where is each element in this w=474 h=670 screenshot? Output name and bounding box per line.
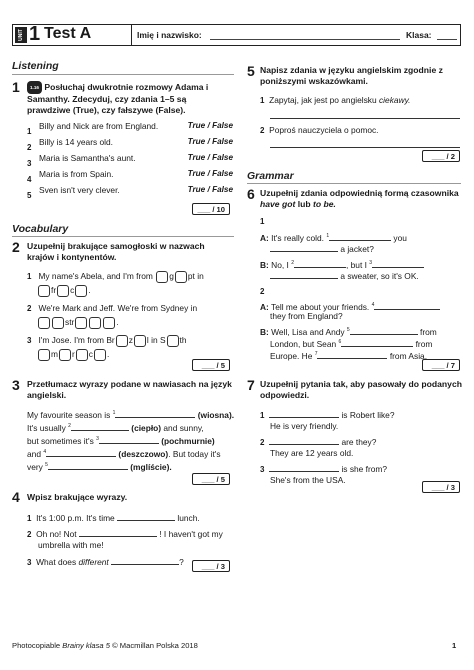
list-item: 4 Maria is from Spain. True / False [27,169,233,184]
answer-blank[interactable] [115,409,195,418]
letter-box[interactable] [175,271,187,283]
q2-item-2-cont: str . [37,317,119,329]
q7-score-box[interactable]: ___ / 3 [422,481,460,493]
section-divider [247,183,461,184]
letter-box[interactable] [156,271,168,283]
answer-blank[interactable] [269,463,339,472]
q5-instruction: Napisz zdania w języku angielskim zgodnie z poniższymi wskazówkami. [260,65,443,86]
test-header [12,24,461,46]
class-label: Klasa: [406,30,432,40]
audio-track-icon[interactable]: 1.16 [27,81,42,94]
q6-dialogue-2-number: 2 [260,287,265,296]
answer-blank[interactable] [46,448,116,457]
answer-line[interactable] [270,118,460,119]
answer-blank[interactable] [79,528,157,537]
list-item: 2 Billy is 14 years old. True / False [27,137,233,152]
name-label: Imię i nazwisko: [137,30,202,40]
answer-blank[interactable] [341,338,413,347]
q6-score-box[interactable]: ___ / 7 [422,359,460,371]
answer-blank[interactable] [71,422,129,431]
name-field[interactable] [210,39,400,40]
letter-box[interactable] [52,317,64,329]
answer-blank[interactable] [350,326,418,335]
answer-blank[interactable] [269,409,339,418]
q1-score-box[interactable]: ___ / 10 [192,203,230,215]
q6-d1-line-b2: a sweater, so it's OK. [270,270,419,281]
q2-item-3: 3 I'm Jose. I'm from Br z l in S th [27,335,187,346]
answer-blank[interactable] [317,350,387,359]
q7-answer-1: He is very friendly. [270,421,339,431]
letter-box[interactable] [75,317,87,329]
answer-line[interactable] [270,147,460,148]
q3-number: 3 [12,377,20,393]
q2-item-1-cont: fr c . [37,285,91,297]
letter-box[interactable] [103,317,115,329]
q6-number: 6 [247,186,255,202]
q7-item-2: 2 are they? [260,437,377,447]
letter-box[interactable] [57,285,69,297]
q2-score-box[interactable]: ___ / 5 [192,359,230,371]
letter-box[interactable] [167,335,179,347]
q1-instruction: 1.16 Posłuchaj dwukrotnie rozmowy Adama i Samanthy. Zdecyduj, czy zdania 1–5 są prawdziwe (True), czy fałszywe (False). [27,81,209,115]
answer-blank[interactable] [329,232,391,241]
letter-box[interactable] [116,335,128,347]
letter-box[interactable] [38,285,50,297]
answer-blank[interactable] [270,270,338,279]
section-listening: Listening [12,60,59,72]
q6-dialogue-1-number: 1 [260,217,265,226]
list-item: 5 Sven isn't very clever. True / False [27,185,233,200]
q1-list [27,121,233,201]
letter-box[interactable] [59,349,71,361]
answer-blank[interactable] [374,301,440,310]
q6-d1-line-a2: a jacket? [270,243,374,254]
answer-blank[interactable] [111,556,179,565]
q5-score-box[interactable]: ___ / 2 [422,150,460,162]
q4-item-1: 1 It's 1:00 p.m. It's time lunch. [27,513,200,523]
header-divider [131,25,132,45]
true-false-choice[interactable]: True / False [187,137,233,146]
q6-d1-line-a: A: It's really cold. $^1$ you [260,232,407,243]
letter-box[interactable] [94,349,106,361]
true-false-choice[interactable]: True / False [187,121,233,130]
q7-instruction: Uzupełnij pytania tak, aby pasowały do podanych odpowiedzi. [260,379,462,400]
letter-box[interactable] [75,285,87,297]
q2-item-3-cont: m r c . [37,349,109,361]
q3-instruction: Przetłumacz wyrazy podane w nawiasach na język angielski. [27,379,232,400]
q3-line-4: and $^4$ (deszczowo). But today it's [27,448,221,459]
letter-box[interactable] [134,335,146,347]
q2-instruction: Uzupełnij brakujące samogłoski w nazwach krajów i kontynentów. [27,241,205,262]
q6-d2-line-a2: they from England? [270,311,343,321]
q5-item-1: 1 Zapytaj, jak jest po angielsku ciekawy. [260,95,411,105]
page-number: 1 [452,641,457,650]
q1-number: 1 [12,79,20,95]
q4-item-3: 3 What does different ? [27,557,184,567]
q7-item-1: 1 is Robert like? [260,410,395,420]
answer-blank[interactable] [294,259,346,268]
class-field[interactable] [437,39,457,40]
q4-instruction: Wpisz brakujące wyrazy. [27,492,128,502]
q2-number: 2 [12,239,20,255]
answer-blank[interactable] [48,461,128,470]
letter-box[interactable] [76,349,88,361]
q6-d2-line-a: A: Tell me about your friends. $^4$ [260,300,440,312]
q3-line-3: but sometimes it's $^3$ (pochmurnie) [27,435,215,446]
answer-blank[interactable] [372,259,424,268]
answer-blank[interactable] [117,512,175,521]
list-item: 3 Maria is Samantha's aunt. True / False [27,153,233,168]
q3-line-1: My favourite season is $^1$ (wiosna). [27,409,235,420]
q6-d1-line-b: B: No, I $^2$ , but I $^3$ [260,258,424,270]
q7-answer-3: She's from the USA. [270,475,346,485]
section-divider [12,236,234,237]
q3-score-box[interactable]: ___ / 5 [192,473,230,485]
q2-item-1: 1 My name's Abela, and I'm from g pt in [27,271,204,282]
true-false-choice[interactable]: True / False [187,153,233,162]
q6-d2-line-b3: Europe. He $^7$ from Asia. [270,350,428,361]
answer-blank[interactable] [269,436,339,445]
footer-copyright: Photocopiable Brainy klasa 5 © Macmillan Polska 2018 [12,641,198,650]
q7-item-3: 3 is she from? [260,464,388,474]
test-title: Test A [44,25,92,42]
q3-line-2: It's usually $^2$ (ciepło) and sunny, [27,422,204,433]
q4-number: 4 [12,489,20,505]
unit-tag: UNIT [15,27,27,43]
q2-item-2: 2 We're Mark and Jeff. We're from Sydney in [27,303,198,313]
unit-number: 1 [29,23,41,45]
q5-item-2: 2 Poproś nauczyciela o pomoc. [260,125,379,135]
q4-score-box[interactable]: ___ / 3 [192,560,230,572]
q5-number: 5 [247,63,255,79]
true-false-choice[interactable]: True / False [187,185,233,194]
section-divider [12,74,234,75]
q7-number: 7 [247,377,255,393]
q3-line-5: very $^5$ (mglíście). [27,461,172,472]
q6-d2-line-b2: London, but Sean $^6$ from [270,338,433,349]
section-vocabulary: Vocabulary [12,223,69,235]
true-false-choice[interactable]: True / False [187,169,233,178]
list-item: 1 Billy and Nick are from England. True / False [27,121,233,136]
q4-item-2: 2 Oh no! Not ! I haven't got my [27,529,223,539]
answer-blank[interactable] [270,243,338,252]
letter-box[interactable] [89,317,101,329]
letter-box[interactable] [38,317,50,329]
q6-instruction: Uzupełnij zdania odpowiednią formą czasownika have got lub to be. [260,188,459,209]
q4-item-2-cont: umbrella with me! [38,540,104,550]
letter-box[interactable] [38,349,50,361]
section-grammar: Grammar [247,170,294,182]
answer-blank[interactable] [99,435,159,444]
q6-d2-line-b: B: Well, Lisa and Andy $^5$ from [260,326,437,337]
q7-answer-2: They are 12 years old. [270,448,354,458]
